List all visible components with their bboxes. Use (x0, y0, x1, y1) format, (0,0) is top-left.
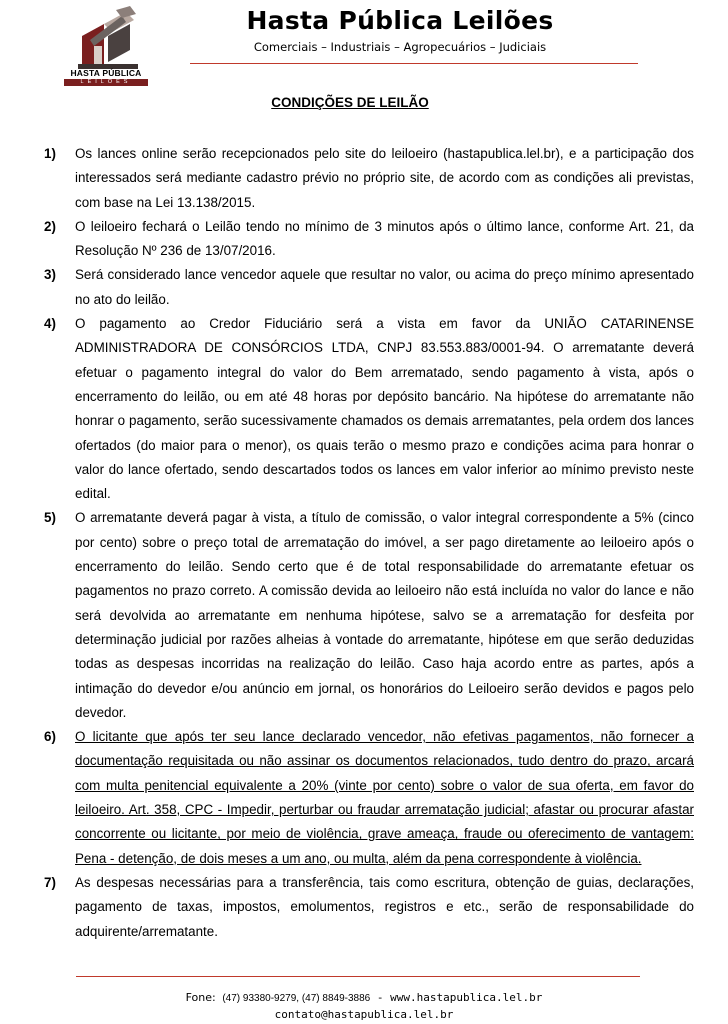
clause-number: 5) (44, 510, 56, 526)
footer-separator: - (376, 991, 384, 1004)
email-link[interactable]: contato@hastapublica.lel.br (274, 1008, 454, 1021)
document-title: CONDIÇÕES DE LEILÃO (271, 95, 429, 110)
clause-number: 4) (44, 316, 56, 332)
phone-numbers: (47) 93380-9279, (47) 8849-3886 (222, 993, 371, 1004)
header-divider (190, 63, 638, 64)
company-title: Hasta Pública Leilões (246, 6, 554, 35)
company-subtitle: Comerciais – Industriais – Agropecuários – Judiciais (253, 40, 547, 54)
clause-text-underlined: O licitante que após ter seu lance declarado vencedor, não efetivas pagamentos, não fornecer a documentação requisitada ou não assinar os documentos relacionados, tudo dentro do prazo, arcará com multa penitencial equivalente a 20% (vinte por cento) sobre o valor de sua oferta, em favor do leiloeiro. Art. 358, CPC - Impedir, perturbar ou fraudar arrematação judicial; afastar ou procurar afastar concorrente ou licitante, por meio de violência, grave ameaça, fraude ou oferecimento de vantagem: Pena - detenção, de dois meses a um ano, ou multa, além da pena correspondente à violência. (75, 729, 694, 866)
clause-item (44, 263, 694, 312)
clause-number: 7) (44, 874, 56, 890)
clause-number: 6) (44, 729, 56, 745)
clause-item (44, 725, 694, 871)
phone-label: Fone: (185, 991, 216, 1004)
clause-text: O pagamento ao Credor Fiduciário será a vista em favor da UNIÃO CATARINENSE ADMINISTRADORA DE CONSÓRCIOS LTDA, CNPJ 83.553.883/0001-94. O arrematante deverá efetuar o pagamento integral do valor do Bem arrematado, sendo pagamento à vista, após o encerramento do leilão, ou em até 48 horas por depósito bancário. Na hipótese do arrematante não honrar o pagamento, serão sucessivamente chamados os demais arrematantes, pela ordem dos lances ofertados (do maior para o menor), os quais terão o mesmo prazo e condições acima para honrar o valor do lance ofertado, sendo descartados todos os lances em valor inferior ao mínimo previsto neste edital. (75, 316, 694, 502)
website-link[interactable]: www.hastapublica.lel.br (390, 991, 543, 1004)
logo-name: HASTA PÚBLICA (70, 68, 142, 78)
clause-text: Os lances online serão recepcionados pelo site do leiloeiro (hastapublica.lel.br), e a participação dos interessados será mediante cadastro prévio no próprio site, de acordo com as condições ali previstas, com base na Lei 13.138/2015. (75, 146, 694, 210)
footer (100, 990, 628, 1023)
clause-number: 1) (44, 146, 56, 161)
clause-item (44, 312, 694, 506)
clause-item (44, 871, 694, 944)
clause-number: 3) (44, 267, 56, 283)
clause-text: As despesas necessárias para a transferência, tais como escritura, obtenção de guias, declarações, pagamento de taxas, impostos, emolumentos, registros e etc., serão de responsabilidade do adquirente/arrematante. (75, 874, 694, 939)
footer-divider (76, 976, 640, 977)
clause-text: Será considerado lance vencedor aquele que resultar no valor, ou acima do preço mínimo apresentado no ato do leilão. (75, 267, 694, 307)
logo-subtitle: LEILÕES (64, 79, 148, 86)
clause-item (44, 142, 694, 215)
clause-text: O arrematante deverá pagar à vista, a título de comissão, o valor integral correspondente a 5% (cinco por cento) sobre o preço total de arrematação do imóvel, a ser pago diretamente ao leiloeiro após o encerramento do leilão. Sendo certo que é de total responsabilidade do arrematante efetuar os pagamentos no prazo correto. A comissão devida ao leiloeiro não está incluída no valor do lance e não será devolvida ao arrematante em nenhuma hipótese, salvo se a arrematação for desfeita por determinação judicial por razões alheias à vontade do arrematante, hipótese em que serão deduzidas todas as despesas incorridas na realização do leilão. Caso haja acordo entre as partes, após a intimação do devedor e/ou anúncio em jornal, os honorários do Leiloeiro serão devidos e pagos pelo devedor. (75, 510, 694, 720)
clause-item (44, 506, 694, 725)
clause-list (44, 142, 694, 944)
clause-number: 2) (44, 218, 56, 234)
footer-contact-line (100, 990, 628, 1007)
clause-item (44, 215, 694, 264)
clause-text: O leiloeiro fechará o Leilão tendo no mínimo de 3 minutos após o último lance, conforme Art. 21, da Resolução Nº 236 de 13/07/2016. (75, 218, 694, 259)
